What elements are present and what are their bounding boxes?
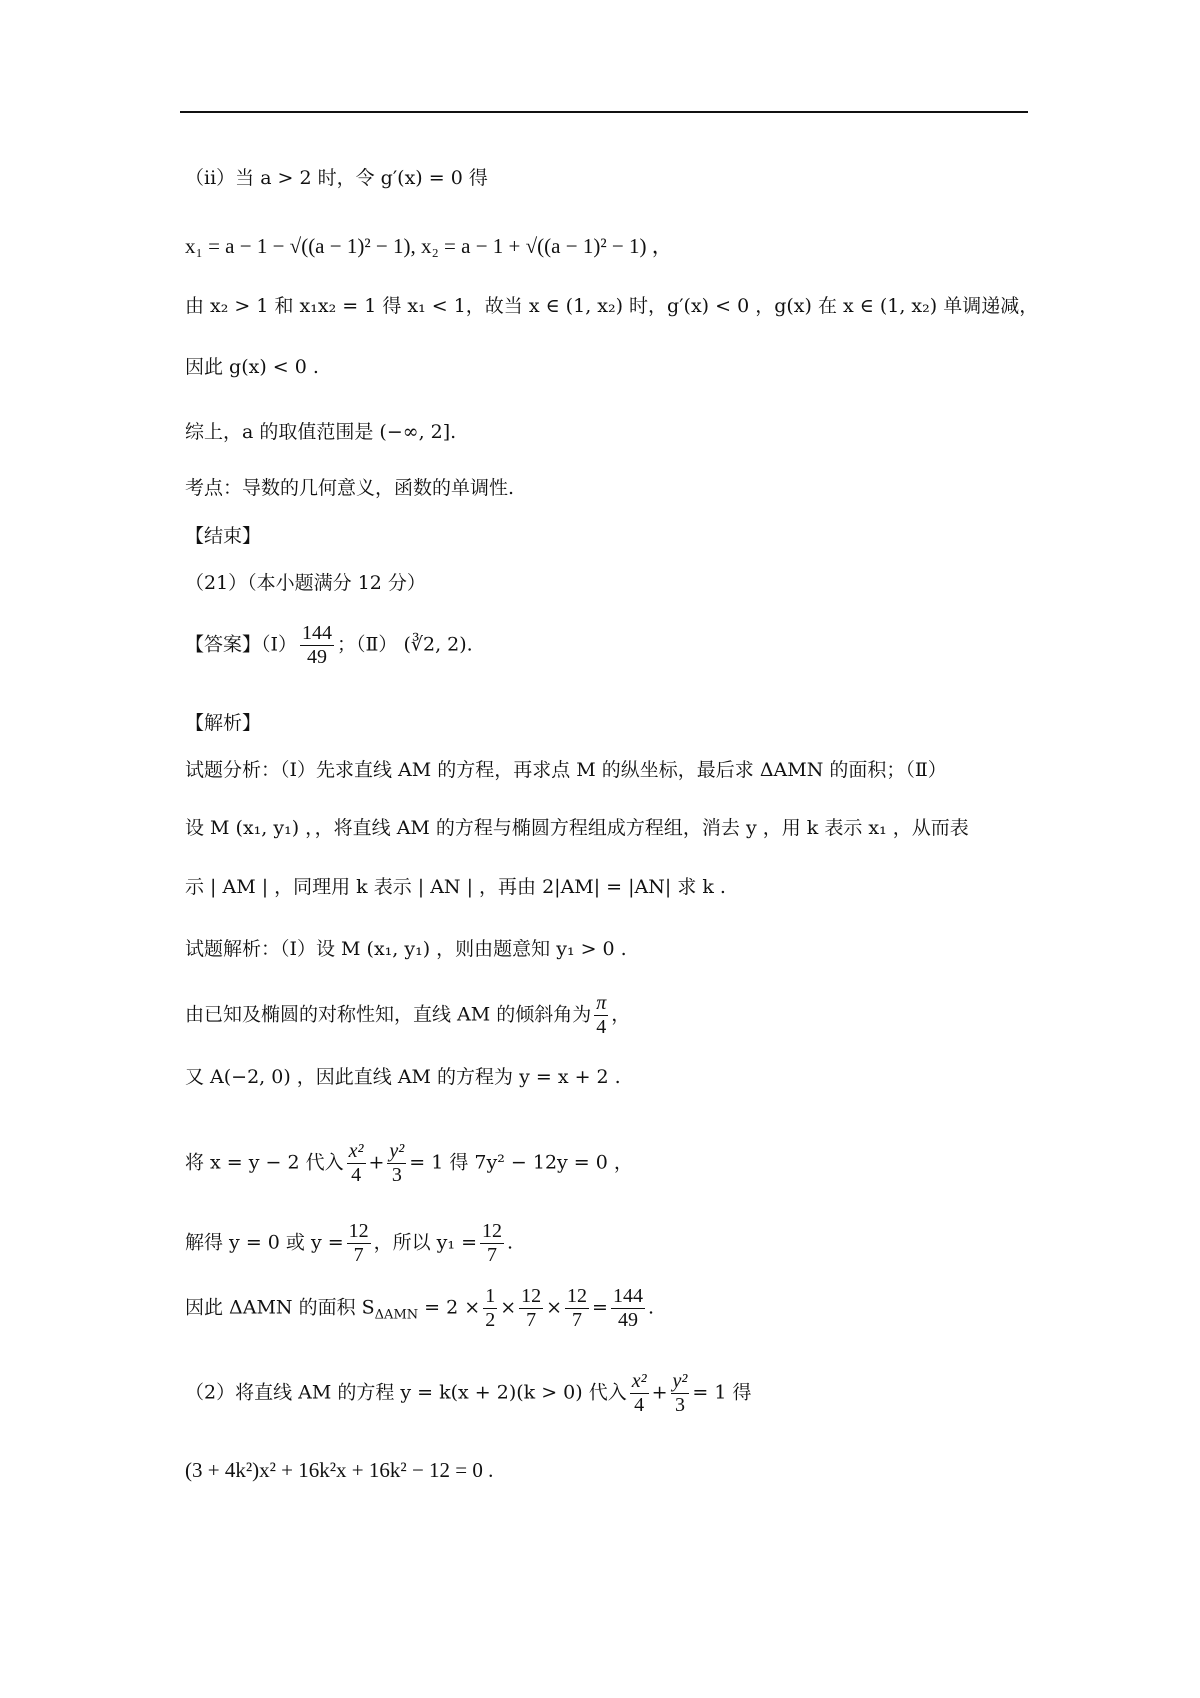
text-line: 由 x₂ > 1 和 x₁x₂ = 1 得 x₁ < 1，故当 x ∈ (1, x₂) 时，g′(x) < 0 ，g(x) 在 x ∈ (1, x₂) 单调递减， xyxy=(185,295,1039,317)
text-segment: 解得 y = 0 或 y = xyxy=(185,1231,344,1254)
numerator: x² xyxy=(631,1370,647,1392)
header-rule xyxy=(180,111,1028,113)
denominator: 7 xyxy=(487,1244,497,1266)
text-segment: = 1 得 7y² − 12y = 0 ， xyxy=(409,1151,633,1174)
text-line xyxy=(185,1220,513,1267)
numerator: 12 xyxy=(521,1285,542,1307)
numerator: 1 xyxy=(485,1285,496,1307)
numerator: 12 xyxy=(482,1220,502,1242)
text-segment: 将 x = y − 2 代入 xyxy=(185,1151,344,1174)
question-heading: （21）（本小题满分 12 分） xyxy=(185,572,426,594)
text-line: 考点：导数的几何意义，函数的单调性. xyxy=(185,477,515,499)
operator: = xyxy=(592,1296,608,1319)
operator: + xyxy=(651,1381,668,1404)
numerator: x² xyxy=(348,1140,364,1162)
operator: × xyxy=(546,1296,563,1319)
text-line: 设 M (x₁, y₁) ，，将直线 AM 的方程与椭圆方程组成方程组，消去 y ，用 k 表示 x₁ ，从而表 xyxy=(185,817,969,839)
text-line xyxy=(185,1370,752,1417)
text-segment: （2）将直线 AM 的方程 y = k(x + 2)(k > 0) 代入 xyxy=(185,1381,627,1404)
text-line: 综上，a 的取值范围是 (−∞, 2]. xyxy=(185,421,457,443)
denominator: 3 xyxy=(391,1164,402,1186)
numerator: y² xyxy=(672,1370,688,1392)
text-line: （ii）当 a > 2 时，令 g′(x) = 0 得 xyxy=(185,167,488,189)
operator: × xyxy=(500,1296,517,1319)
text-line xyxy=(185,1140,633,1187)
text-segment: = 1 得 xyxy=(692,1381,752,1404)
fraction xyxy=(671,1370,690,1417)
section-marker: 【解析】 xyxy=(185,712,262,734)
operator: + xyxy=(368,1151,385,1174)
formula-line: (3 + 4k²)x² + 16k²x + 16k² − 12 = 0 . xyxy=(185,1458,494,1482)
numerator: 144 xyxy=(612,1285,643,1307)
fraction xyxy=(611,1285,645,1332)
text-line: 示 | AM | ，同理用 k 表示 | AN | ，再由 2|AM| = |AN| 求 k . xyxy=(185,876,726,898)
text-line xyxy=(185,1285,654,1332)
fraction xyxy=(594,992,608,1039)
numerator: 12 xyxy=(567,1285,588,1307)
fraction xyxy=(347,1140,366,1187)
denominator: 7 xyxy=(572,1309,583,1331)
denominator: 2 xyxy=(485,1309,496,1331)
fraction xyxy=(565,1285,589,1332)
text-segment: . xyxy=(507,1231,514,1254)
text-segment: ，所以 y₁ = xyxy=(373,1231,477,1254)
text-line: 又 A(−2, 0) ，因此直线 AM 的方程为 y = x + 2 . xyxy=(185,1066,621,1088)
text-segment: ， xyxy=(611,1003,631,1026)
denominator: 3 xyxy=(674,1394,685,1416)
numerator: 144 xyxy=(302,622,333,644)
text-line: 因此 g(x) < 0 . xyxy=(185,356,319,378)
text-line: 试题分析：（Ⅰ）先求直线 AM 的方程，再求点 M 的纵坐标，最后求 ΔAMN 的面积；（Ⅱ） xyxy=(185,759,947,781)
answer-part-2: ；（Ⅱ） (∛2, 2). xyxy=(337,633,473,656)
fraction xyxy=(300,622,334,669)
text-segment: 因此 ΔAMN 的面积 S xyxy=(185,1296,375,1319)
denominator: 4 xyxy=(351,1164,362,1186)
text-segment: . xyxy=(647,1296,654,1319)
text-line: 试题解析：（Ⅰ）设 M (x₁, y₁) ，则由题意知 y₁ > 0 . xyxy=(185,938,627,960)
fraction xyxy=(387,1140,406,1187)
numerator: y² xyxy=(389,1140,405,1162)
denominator: 4 xyxy=(634,1394,645,1416)
denominator: 49 xyxy=(307,646,328,668)
answer-line xyxy=(185,622,473,669)
fraction xyxy=(630,1370,649,1417)
fraction xyxy=(519,1285,543,1332)
subscript: ΔAMN xyxy=(374,1307,419,1323)
answer-label: 【答案】（Ⅰ） xyxy=(185,633,298,656)
numerator: 12 xyxy=(348,1220,369,1242)
numerator: π xyxy=(596,992,607,1014)
denominator: 7 xyxy=(526,1309,537,1331)
denominator: 4 xyxy=(596,1016,607,1038)
text-segment: 由已知及椭圆的对称性知，直线 AM 的倾斜角为 xyxy=(185,1003,592,1026)
section-marker: 【结束】 xyxy=(185,525,262,547)
fraction xyxy=(483,1285,497,1332)
formula-line: x₁ = a − 1 − √((a − 1)² − 1), x₂ = a − 1 + √((a − 1)² − 1) ， xyxy=(185,234,673,258)
fraction xyxy=(347,1220,371,1267)
denominator: 49 xyxy=(617,1309,638,1331)
denominator: 7 xyxy=(353,1244,364,1266)
text-line xyxy=(185,992,630,1039)
fraction xyxy=(480,1220,504,1267)
text-segment: = 2 × xyxy=(418,1296,481,1319)
